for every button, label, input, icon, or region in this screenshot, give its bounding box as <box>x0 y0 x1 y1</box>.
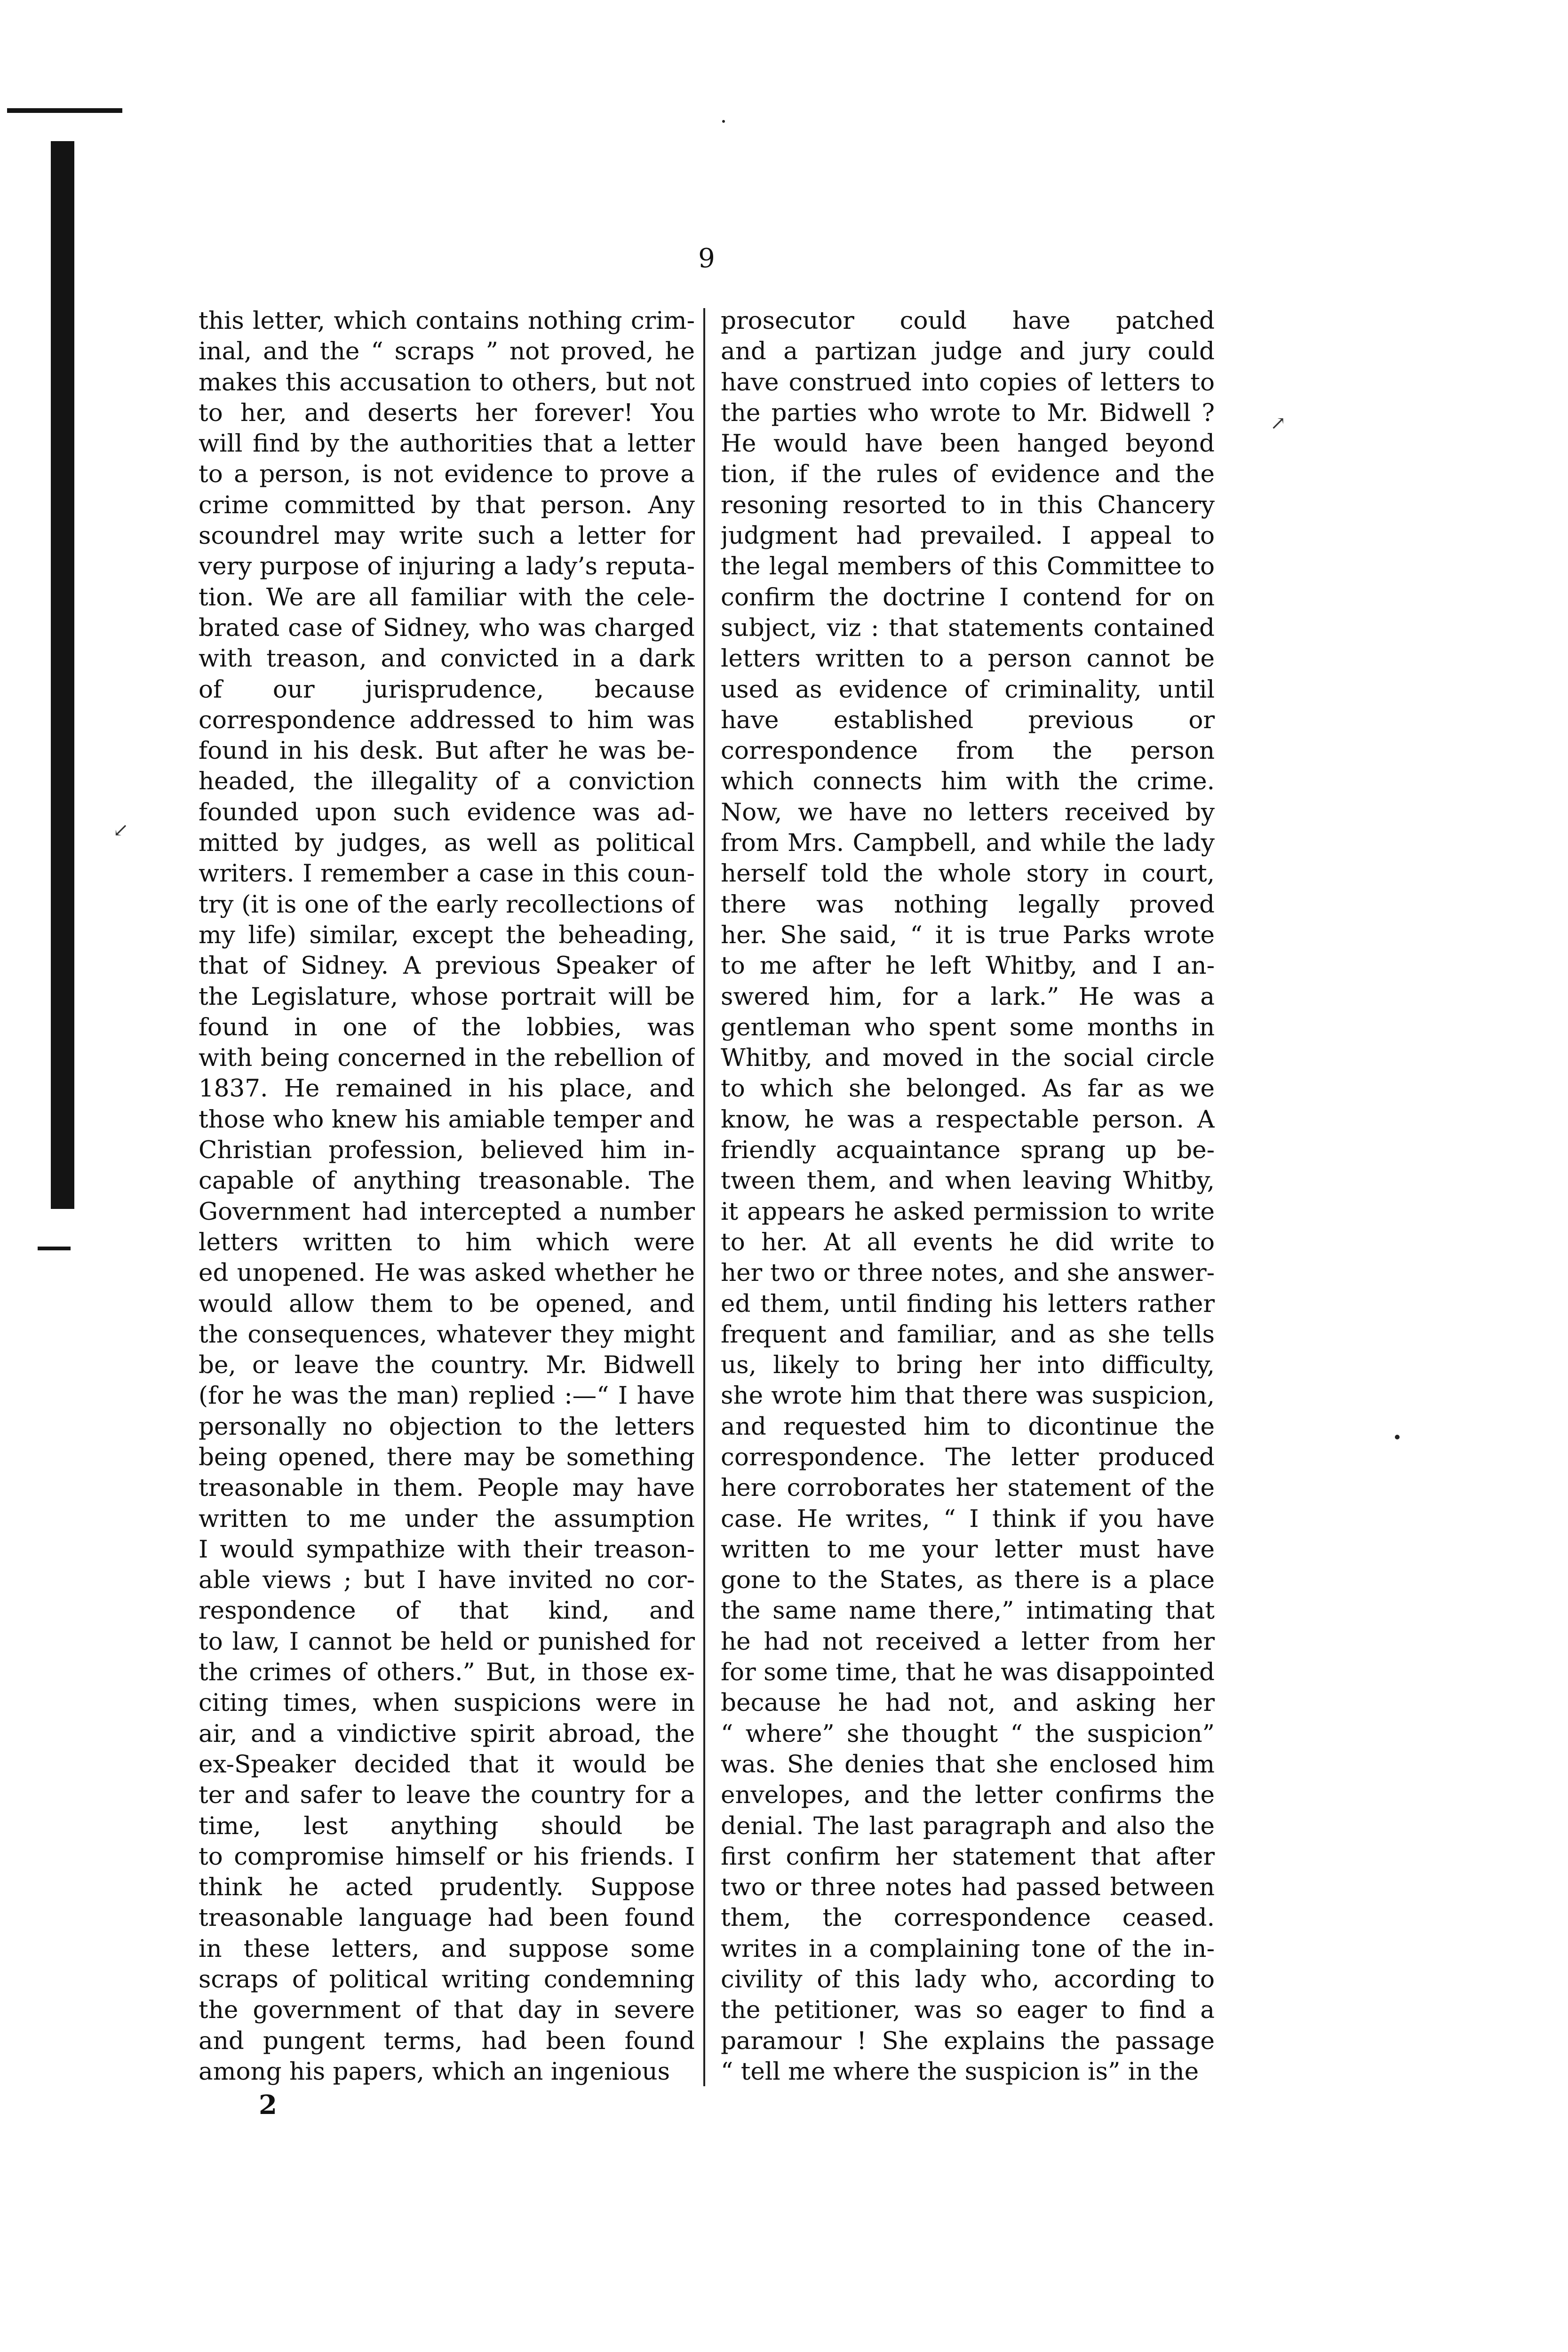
text-line: treasonable in them. People may have <box>199 1474 695 1502</box>
text-line: time, lest anything should be <box>199 1812 695 1840</box>
text-line: them, the correspondence ceased. <box>721 1904 1215 1932</box>
text-line: He would have been hanged beyond <box>721 429 1215 458</box>
text-line: ed unopened. He was asked whether he <box>199 1259 695 1287</box>
text-line: founded upon such evidence was ad- <box>199 798 695 826</box>
text-line: Now, we have no letters received by <box>721 798 1215 826</box>
text-line: found in one of the lobbies, was <box>199 1013 695 1041</box>
text-line: found in his desk. But after he was be- <box>199 737 695 765</box>
text-line: correspondence. The letter produced <box>721 1443 1215 1471</box>
text-line: frequent and familiar, and as she tells <box>721 1320 1215 1349</box>
text-line: air, and a vindictive spirit abroad, the <box>199 1719 695 1748</box>
text-line: with treason, and convicted in a dark <box>199 644 695 673</box>
text-line: my life) similar, except the beheading, <box>199 921 695 949</box>
text-line: he had not received a letter from her <box>721 1627 1215 1656</box>
text-line: ed them, until finding his letters rather <box>721 1289 1215 1318</box>
text-line: writes in a complaining tone of the in- <box>721 1934 1215 1963</box>
text-line: letters written to him which were <box>199 1228 695 1256</box>
text-line: from Mrs. Campbell, and while the lady <box>721 829 1215 858</box>
text-line: Christian profession, believed him in- <box>199 1136 695 1165</box>
text-line: correspondence addressed to him was <box>199 706 695 734</box>
text-line: ex-Speaker decided that it would be <box>199 1750 695 1779</box>
page-edge-tick <box>38 1247 71 1250</box>
text-line: subject, viz : that statements contained <box>721 613 1215 642</box>
text-line: there was nothing legally proved <box>721 890 1215 919</box>
text-line: correspondence from the person <box>721 737 1215 765</box>
text-line: the government of that day in severe <box>199 1996 695 2025</box>
text-line: treasonable language had been found <box>199 1904 695 1932</box>
text-line: the same name there,” intimating that <box>721 1597 1215 1625</box>
text-line: which connects him with the crime. <box>721 767 1215 796</box>
text-line: to which she belonged. As far as we <box>721 1074 1215 1103</box>
text-line: us, likely to bring her into difficulty, <box>721 1351 1215 1380</box>
text-line: the parties who wrote to Mr. Bidwell ? <box>721 398 1215 427</box>
right-column <box>721 306 1215 2087</box>
text-line: will find by the authorities that a letter <box>199 429 695 458</box>
text-line: that of Sidney. A previous Speaker of <box>199 952 695 980</box>
column-divider <box>703 308 705 2086</box>
text-line: think he acted prudently. Suppose <box>199 1873 695 1902</box>
text-line: know, he was a respectable person. A <box>721 1105 1215 1134</box>
text-line: those who knew his amiable temper and <box>199 1105 695 1134</box>
text-line: citing times, when suspicions were in <box>199 1689 695 1717</box>
text-line: being opened, there may be something <box>199 1443 695 1471</box>
margin-mark: ↙ <box>113 819 129 841</box>
text-line: headed, the illegality of a conviction <box>199 767 695 796</box>
text-line: written to me under the assumption <box>199 1504 695 1533</box>
text-line: letters written to a person cannot be <box>721 644 1215 673</box>
text-line: to me after he left Whitby, and I an- <box>721 952 1215 980</box>
text-line: to compromise himself or his friends. I <box>199 1842 695 1871</box>
text-line: was. She denies that she enclosed him <box>721 1750 1215 1779</box>
text-line: be, or leave the country. Mr. Bidwell <box>199 1351 695 1380</box>
text-line: and a partizan judge and jury could <box>721 337 1215 366</box>
signature-mark: 2 <box>259 2090 277 2121</box>
text-line: 1837. He remained in his place, and <box>199 1074 695 1103</box>
text-line: have construed into copies of letters to <box>721 368 1215 397</box>
text-line: the crimes of others.” But, in those ex- <box>199 1658 695 1687</box>
text-line: first confirm her statement that after <box>721 1842 1215 1871</box>
text-line: confirm the doctrine I contend for on <box>721 583 1215 612</box>
margin-dot <box>1395 1435 1400 1439</box>
text-line: inal, and the “ scraps ” not proved, he <box>199 337 695 366</box>
text-line: and requested him to dicontinue the <box>721 1412 1215 1441</box>
text-line: gentleman who spent some months in <box>721 1013 1215 1041</box>
text-line: the petitioner, was so eager to find a <box>721 1996 1215 2025</box>
text-line: it appears he asked permission to write <box>721 1197 1215 1226</box>
text-line: because he had not, and asking her <box>721 1689 1215 1717</box>
text-line: writers. I remember a case in this coun- <box>199 859 695 888</box>
text-line: two or three notes had passed between <box>721 1873 1215 1902</box>
text-line: and pungent terms, had been found <box>199 2026 695 2055</box>
text-line: swered him, for a lark.” He was a <box>721 982 1215 1011</box>
text-line: scraps of political writing condemning <box>199 1965 695 1994</box>
text-line: judgment had prevailed. I appeal to <box>721 522 1215 550</box>
text-line: brated case of Sidney, who was charged <box>199 613 695 642</box>
text-line: “ tell me where the suspicion is” in the <box>721 2057 1199 2086</box>
text-line: herself told the whole story in court, <box>721 859 1215 888</box>
text-line: to her, and deserts her forever! You <box>199 398 695 427</box>
text-line: friendly acquaintance sprang up be- <box>721 1136 1215 1165</box>
text-line: the consequences, whatever they might <box>199 1320 695 1349</box>
text-line: capable of anything treasonable. The <box>199 1167 695 1195</box>
text-line: of our jurisprudence, because <box>199 675 695 704</box>
text-line: tween them, and when leaving Whitby, <box>721 1167 1215 1195</box>
text-line: used as evidence of criminality, until <box>721 675 1215 704</box>
text-line: prosecutor could have patched <box>721 307 1215 335</box>
left-column <box>199 306 695 2087</box>
text-line: able views ; but I have invited no cor- <box>199 1566 695 1595</box>
margin-mark: ↗ <box>1270 413 1286 434</box>
text-line: would allow them to be opened, and <box>199 1289 695 1318</box>
page-edge-shadow-top <box>7 108 122 113</box>
text-line: the legal members of this Committee to <box>721 552 1215 581</box>
text-line: resoning resorted to in this Chancery <box>721 491 1215 519</box>
text-line: crime committed by that person. Any <box>199 491 695 519</box>
text-line: personally no objection to the letters <box>199 1412 695 1441</box>
text-line: mitted by judges, as well as political <box>199 829 695 858</box>
page-number: 9 <box>698 243 715 274</box>
text-line: she wrote him that there was suspicion, <box>721 1382 1215 1410</box>
text-line: makes this accusation to others, but not <box>199 368 695 397</box>
text-line: try (it is one of the early recollections of <box>199 890 695 919</box>
text-line: gone to the States, as there is a place <box>721 1566 1215 1595</box>
margin-dot <box>722 120 725 123</box>
text-line: in these letters, and suppose some <box>199 1934 695 1963</box>
text-line: to a person, is not evidence to prove a <box>199 460 695 489</box>
text-line: have established previous or <box>721 706 1215 734</box>
text-line: tion, if the rules of evidence and the <box>721 460 1215 489</box>
text-line: her two or three notes, and she answer- <box>721 1259 1215 1287</box>
text-line: Government had intercepted a number <box>199 1197 695 1226</box>
text-line: “ where” she thought “ the suspicion” <box>721 1719 1215 1748</box>
text-line: civility of this lady who, according to <box>721 1965 1215 1994</box>
text-line: for some time, that he was disappointed <box>721 1658 1215 1687</box>
text-line: (for he was the man) replied :—“ I have <box>199 1382 695 1410</box>
text-line: among his papers, which an ingenious <box>199 2057 670 2086</box>
text-line: this letter, which contains nothing crim- <box>199 307 695 335</box>
text-line: here corroborates her statement of the <box>721 1474 1215 1502</box>
text-line: very purpose of injuring a lady’s reputa- <box>199 552 695 581</box>
text-line: Whitby, and moved in the social circle <box>721 1044 1215 1073</box>
text-line: paramour ! She explains the passage <box>721 2026 1215 2055</box>
text-line: with being concerned in the rebellion of <box>199 1044 695 1073</box>
text-line: the Legislature, whose portrait will be <box>199 982 695 1011</box>
text-line: to her. At all events he did write to <box>721 1228 1215 1256</box>
text-line: respondence of that kind, and <box>199 1597 695 1625</box>
text-line: written to me your letter must have <box>721 1535 1215 1564</box>
text-line: scoundrel may write such a letter for <box>199 522 695 550</box>
text-line: tion. We are all familiar with the cele- <box>199 583 695 612</box>
page-edge-shadow <box>51 141 74 1209</box>
text-line: to law, I cannot be held or punished for <box>199 1627 695 1656</box>
text-line: case. He writes, “ I think if you have <box>721 1504 1215 1533</box>
text-line: ter and safer to leave the country for a <box>199 1781 695 1810</box>
text-line: denial. The last paragraph and also the <box>721 1812 1215 1840</box>
text-line: her. She said, “ it is true Parks wrote <box>721 921 1215 949</box>
text-line: envelopes, and the letter confirms the <box>721 1781 1215 1810</box>
text-line: I would sympathize with their treason- <box>199 1535 695 1564</box>
